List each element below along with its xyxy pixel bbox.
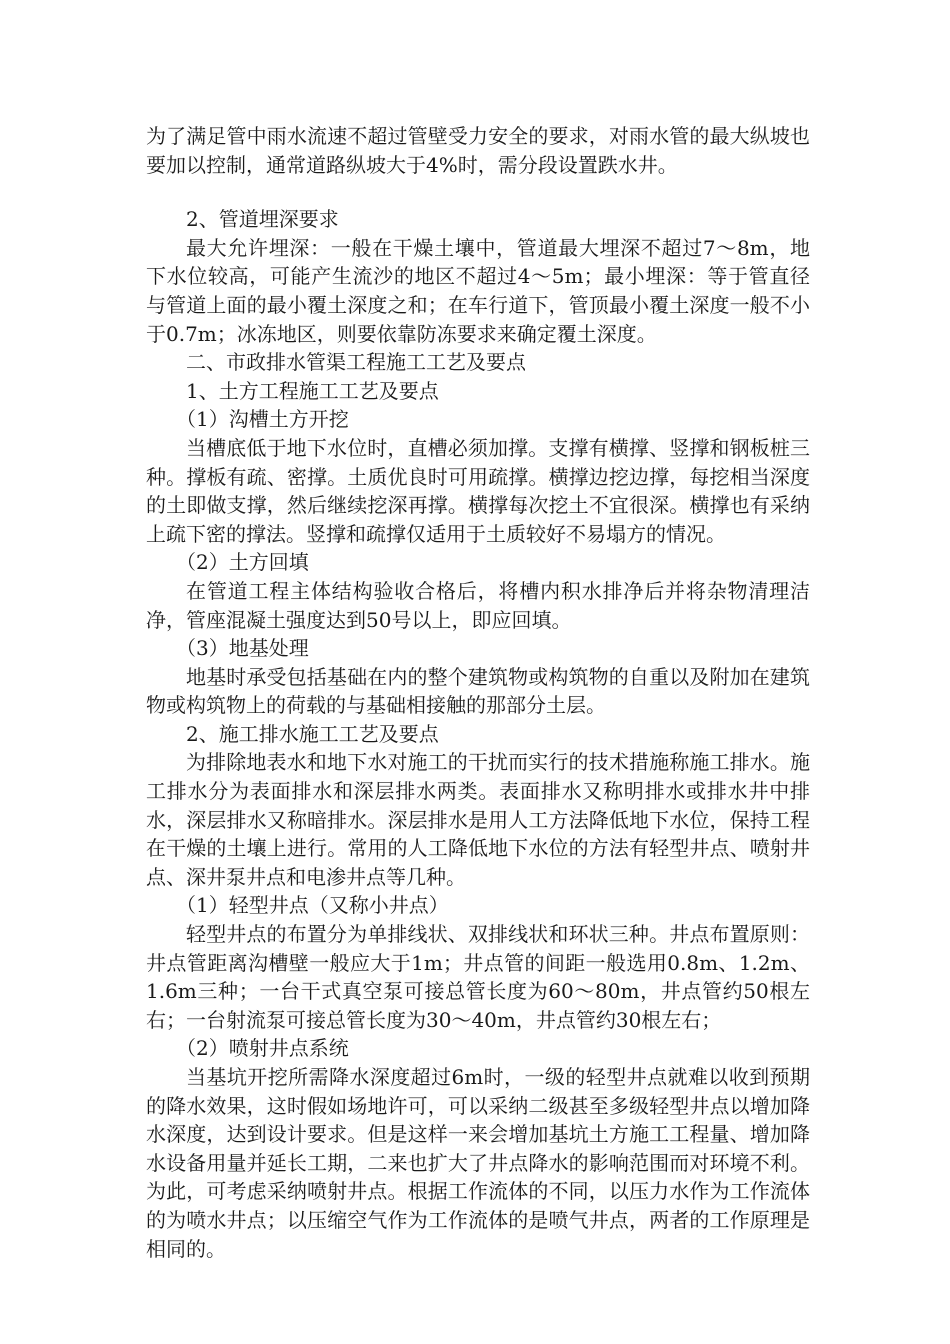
heading-backfill: （2）土方回填 (176, 550, 309, 575)
heading-trench-excavation: （1）沟槽土方开挖 (176, 407, 349, 432)
paragraph-jet-wellpoint: 当基坑开挖所需降水深度超过6m时，一级的轻型井点就难以收到预期的降水效果，这时假如场地许可，可以采纳二级甚至多级轻型井点以增加降水深度，达到设计要求。但是这样一来会增加基坑土方施工工程量、增加降水设备用量并延长工期，二来也扩大了井点降水的影响范围而对环境不利。为此，可考虑采纳喷射井点。根据工作流体的不同，以压力水作为工作流体的为喷水井点；以压缩空气作为工作流体的是喷气井点，两者的工作原理是相同的。 (146, 1065, 810, 1261)
paragraph-backfill: 在管道工程主体结构验收合格后，将槽内积水排净后并将杂物清理洁净，管座混凝土强度达到50号以上，即应回填。 (146, 578, 810, 632)
paragraph-burial-depth: 最大允许埋深：一般在干燥土壤中，管道最大埋深不超过7～8m，地下水位较高，可能产生流沙的地区不超过4～5m；最小埋深：等于管直径与管道上面的最小覆土深度之和；在车行道下，管顶最小覆土深度一般不小于0.7m；冰冻地区，则要依靠防冻要求来确定覆土深度。 (146, 235, 810, 346)
paragraph-drainage: 为排除地表水和地下水对施工的干扰而实行的技术措施称施工排水。施工排水分为表面排水和深层排水两类。表面排水又称明排水或排水井中排水，深层排水又称暗排水。深层排水是用人工方法降低地下水位，保持工程在干燥的土壤上进行。常用的人工降低地下水位的方法有轻型井点、喷射井点、深井泵井点和电渗井点等几种。 (146, 750, 810, 889)
paragraph-gap (146, 179, 810, 205)
paragraph-foundation: 地基时承受包括基础在内的整个建筑物或构筑物的自重以及附加在建筑物或构筑物上的荷载的与基础相接触的那部分土层。 (146, 664, 810, 718)
heading-foundation: （3）地基处理 (176, 636, 309, 661)
paragraph-rainwater-slope: 为了满足管中雨水流速不超过管壁受力安全的要求，对雨水管的最大纵坡也要加以控制，通常道路纵坡大于4%时，需分段设置跌水井。 (146, 124, 810, 177)
heading-construction-process: 二、市政排水管渠工程施工工艺及要点 (186, 350, 526, 375)
heading-light-wellpoint: （1）轻型井点（又称小井点） (176, 893, 449, 918)
heading-jet-wellpoint: （2）喷射井点系统 (176, 1036, 349, 1061)
document-body (146, 122, 810, 1263)
heading-drainage: 2、施工排水施工工艺及要点 (186, 721, 439, 746)
heading-earthwork: 1、土方工程施工工艺及要点 (186, 378, 439, 403)
paragraph-trench-excavation: 当槽底低于地下水位时，直槽必须加撑。支撑有横撑、竖撑和钢板桩三种。撑板有疏、密撑。土质优良时可用疏撑。横撑边挖边撑，每挖相当深度的土即做支撑，然后继续挖深再撑。横撑每次挖土不宜很深。横撑也有采纳上疏下密的撑法。竖撑和疏撑仅适用于土质较好不易塌方的情况。 (146, 435, 810, 546)
paragraph-light-wellpoint: 轻型井点的布置分为单排线状、双排线状和环状三种。井点布置原则：井点管距离沟槽壁一般应大于1m；井点管的间距一般选用0.8m、1.2m、1.6m三种；一台干式真空泵可接总管长度为60～80m，井点管约50根左右；一台射流泵可接总管长度为30～40m，井点管约30根左右； (146, 922, 810, 1032)
heading-pipe-burial-depth: 2、管道埋深要求 (186, 207, 339, 232)
